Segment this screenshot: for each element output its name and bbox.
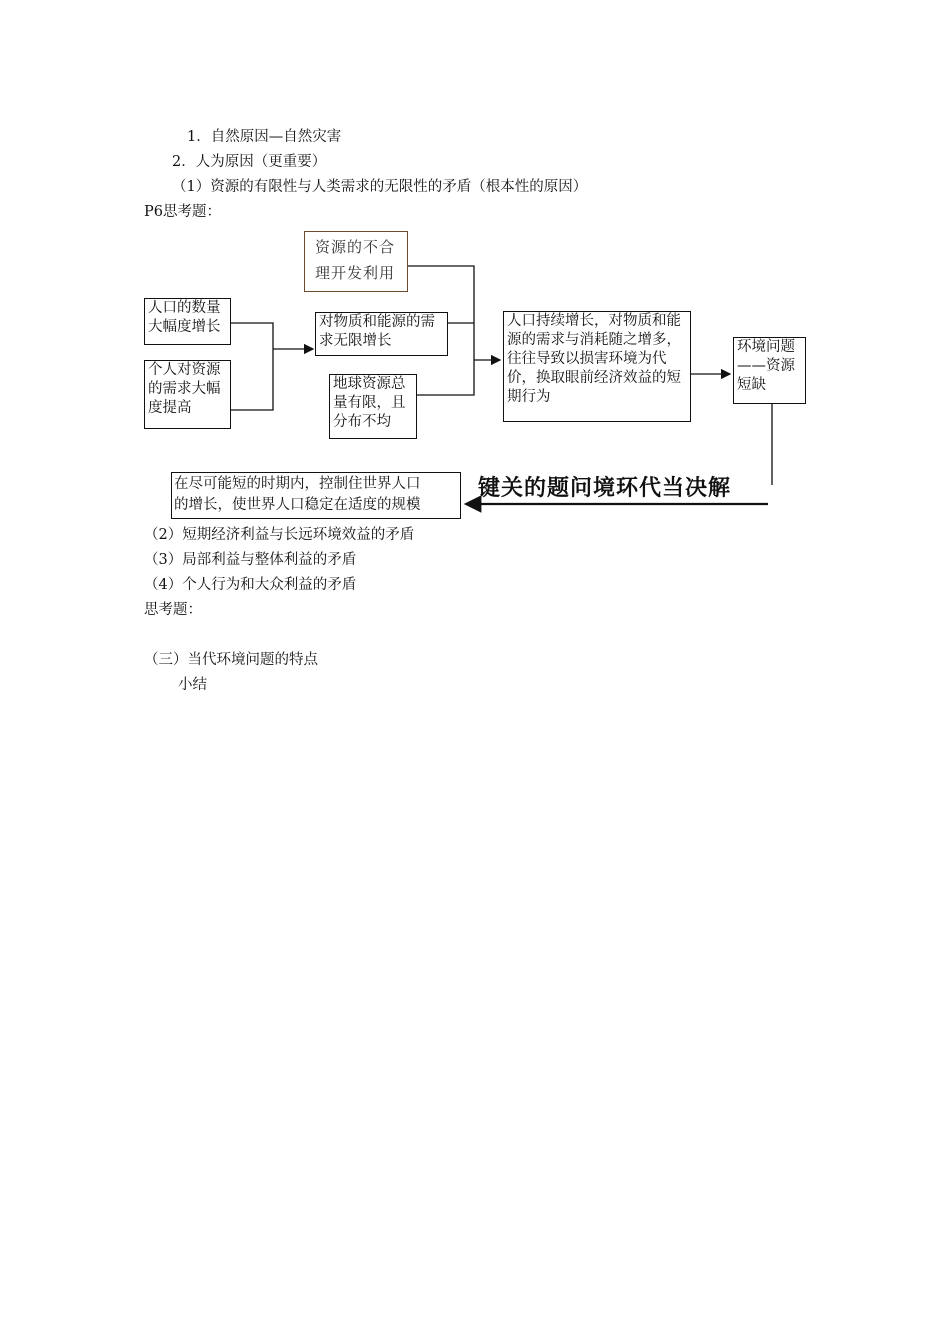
solution-line-1: 在尽可能短的时期内，控制住世界人口 <box>174 476 421 492</box>
p6-label: P6思考题： <box>144 204 221 220</box>
merge-left-line <box>230 323 273 410</box>
section-3-heading: （三）当代环境问题的特点 <box>144 652 318 668</box>
outline-subitem-3: （3）局部利益与整体利益的矛盾 <box>144 552 357 568</box>
box-limited-resources: 地球资源总量有限，且分布不均 <box>329 374 417 439</box>
box-unlimited-demand: 对物质和能源的需求无限增长 <box>315 312 448 356</box>
think-label: 思考题： <box>144 602 202 618</box>
box-continuous-growth: 人口持续增长，对物质和能源的需求与消耗随之增多，往往导致以损害环境为代价，换取眼前经济效益的短期行为 <box>503 311 691 422</box>
outline-item-1: 1．自然原因—自然灾害 <box>187 129 342 145</box>
box-irrational-development: 资源的不合理开发利用 <box>304 231 408 292</box>
outline-subitem-1: （1）资源的有限性与人类需求的无限性的矛盾（根本性的原因） <box>172 179 588 195</box>
solution-line-2: 的增长，使世界人口稳定在适度的规模 <box>174 497 421 513</box>
outline-item-2: 2．人为原因（更重要） <box>172 154 327 170</box>
box-environment-problem: 环境问题——资源短缺 <box>733 337 806 404</box>
outline-subitem-4: （4）个人行为和大众利益的矛盾 <box>144 577 357 593</box>
box-population-growth: 人口的数量大幅度增长 <box>144 298 231 345</box>
banner-solution-key: 键关的题问境环代当决解 <box>478 476 732 501</box>
box-individual-demand: 个人对资源的需求大幅度提高 <box>144 360 231 429</box>
outline-subitem-2: （2）短期经济利益与长远环境效益的矛盾 <box>144 527 415 543</box>
diagram-connectors <box>0 0 950 560</box>
box-solution <box>171 472 461 519</box>
summary-label: 小结 <box>178 677 207 693</box>
